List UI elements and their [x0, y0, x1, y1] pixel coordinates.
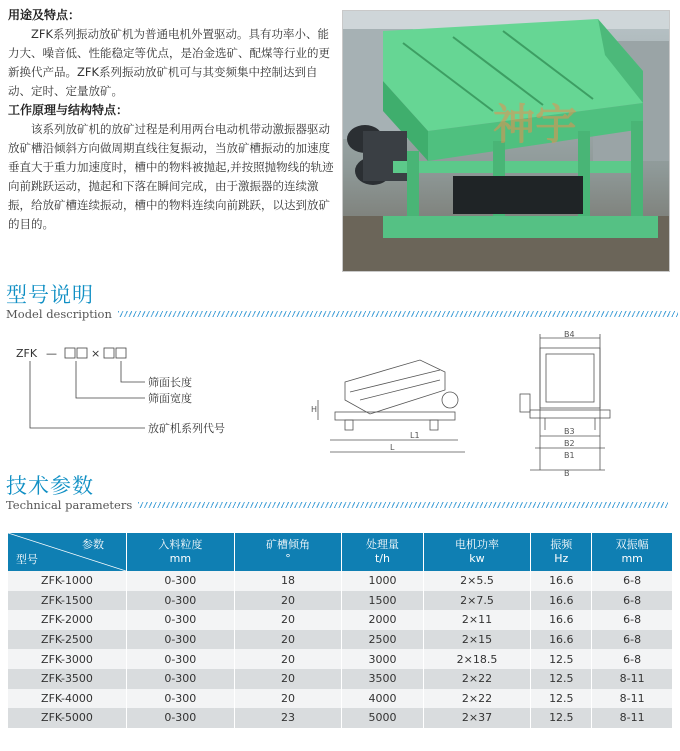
side-view-drawing [318, 360, 465, 452]
cell-power: 2×11 [423, 610, 531, 630]
corner-label-params: 参数 [82, 538, 104, 551]
model-code-x: × [91, 347, 101, 360]
cell-frequency: 12.5 [531, 649, 592, 669]
column-header-text: 振频 [550, 538, 573, 551]
table-row [8, 630, 672, 650]
table-row [8, 610, 672, 630]
column-header-text: 双振幅 [615, 538, 649, 551]
code-box [104, 348, 114, 358]
model-code-prefix: ZFK [16, 347, 38, 360]
cell-angle: 20 [234, 591, 342, 611]
column-header [127, 533, 235, 571]
cell-angle: 20 [234, 630, 342, 650]
technical-parameters-table [8, 533, 672, 728]
cell-model: ZFK-3500 [8, 669, 127, 689]
cell-feed-size: 0-300 [127, 708, 235, 728]
cell-model: ZFK-4000 [8, 689, 127, 709]
column-header-text: kw [469, 552, 485, 565]
model-title-en: Model description [6, 307, 112, 321]
usage-title: 用途及特点： [8, 8, 81, 22]
column-header-text: ° [285, 552, 291, 565]
cell-model: ZFK-1000 [8, 571, 127, 591]
cell-feed-size: 0-300 [127, 591, 235, 611]
cell-angle: 20 [234, 649, 342, 669]
label-width: 筛面宽度 [148, 392, 192, 405]
dim-B3: B3 [564, 427, 575, 436]
table-row [8, 591, 672, 611]
cell-power: 2×7.5 [423, 591, 531, 611]
cell-capacity: 3000 [342, 649, 423, 669]
cell-frequency: 16.6 [531, 610, 592, 630]
cell-frequency: 12.5 [531, 669, 592, 689]
column-header-text: 入料粒度 [158, 538, 203, 551]
table-row [8, 669, 672, 689]
cell-power: 2×22 [423, 689, 531, 709]
cell-feed-size: 0-300 [127, 649, 235, 669]
dim-H: H [311, 405, 318, 414]
cell-frequency: 12.5 [531, 689, 592, 709]
cell-amplitude: 8-11 [592, 669, 672, 689]
model-title-cn: 型号说明 [6, 283, 94, 307]
column-header [234, 533, 342, 571]
cell-power: 2×15 [423, 630, 531, 650]
principle-text: 该系列放矿机的放矿过程是利用两台电动机带动激振器驱动放矿槽沿倾斜方向做周期直线往复振动，当放矿槽振动的加速度垂直大于重力加速度时，槽中的物料被抛起,并按照抛物线的轨迹向前跳跃运动，抛起和下落在瞬间完成，由于激振器的连续激振，给放矿槽连续振动，槽中的物料连续向前跳跃，以达到放矿的目的。 [8, 122, 334, 231]
usage-text: ZFK系列振动放矿机为普通电机外置驱动。具有功率小、能力大、噪音低、性能稳定等优点，是冶金选矿、配煤等行业的更新换代产品。ZFK系列振动放矿机可与其变频集中控制达到自动、定时、定量放矿。 [8, 27, 330, 98]
column-header-text: Hz [554, 552, 569, 565]
watermark-text: 神宇 [493, 100, 578, 149]
cell-capacity: 2000 [342, 610, 423, 630]
cell-power: 2×22 [423, 669, 531, 689]
table-row [8, 708, 672, 728]
cell-power: 2×5.5 [423, 571, 531, 591]
tech-title-en: Technical parameters [6, 498, 133, 512]
table-row [8, 649, 672, 669]
label-length: 筛面长度 [148, 376, 192, 389]
dim-L1: L1 [410, 431, 420, 440]
cell-angle: 20 [234, 669, 342, 689]
vibrating-feeder-image [343, 11, 669, 271]
cell-amplitude: 6-8 [592, 591, 672, 611]
cell-amplitude: 6-8 [592, 571, 672, 591]
column-header [423, 533, 531, 571]
cell-capacity: 4000 [342, 689, 423, 709]
code-box [116, 348, 126, 358]
cell-frequency: 16.6 [531, 571, 592, 591]
cell-amplitude: 8-11 [592, 708, 672, 728]
tech-title-cn: 技术参数 [6, 474, 94, 498]
model-code-dash: — [46, 347, 57, 360]
cell-angle: 18 [234, 571, 342, 591]
table-header-row [8, 533, 672, 571]
cell-amplitude: 6-8 [592, 649, 672, 669]
model-diagram [0, 330, 680, 480]
table-row [8, 571, 672, 591]
section-divider [118, 311, 678, 317]
cell-feed-size: 0-300 [127, 571, 235, 591]
front-view-drawing [520, 334, 610, 470]
dim-B1: B1 [564, 451, 575, 460]
principle-title: 工作原理与结构特点： [8, 103, 129, 117]
code-box [77, 348, 87, 358]
cell-model: ZFK-2500 [8, 630, 127, 650]
cell-amplitude: 8-11 [592, 689, 672, 709]
cell-model: ZFK-5000 [8, 708, 127, 728]
cell-feed-size: 0-300 [127, 669, 235, 689]
table-row [8, 689, 672, 709]
cell-capacity: 1000 [342, 571, 423, 591]
cell-power: 2×18.5 [423, 649, 531, 669]
dim-L: L [390, 443, 395, 452]
cell-amplitude: 6-8 [592, 610, 672, 630]
column-header-text: mm [621, 552, 643, 565]
corner-label-model: 型号 [16, 553, 38, 566]
tech-section-header [6, 474, 668, 512]
cell-capacity: 1500 [342, 591, 423, 611]
cell-feed-size: 0-300 [127, 689, 235, 709]
intro-section [8, 6, 336, 234]
cell-model: ZFK-3000 [8, 649, 127, 669]
column-header [342, 533, 423, 571]
section-divider [138, 502, 668, 508]
cell-angle: 20 [234, 610, 342, 630]
cell-frequency: 16.6 [531, 591, 592, 611]
dim-B2: B2 [564, 439, 575, 448]
column-header [592, 533, 672, 571]
column-header-text: 矿槽倾角 [265, 538, 310, 551]
cell-feed-size: 0-300 [127, 610, 235, 630]
cell-model: ZFK-1500 [8, 591, 127, 611]
column-header-text: 处理量 [365, 538, 399, 551]
cell-power: 2×37 [423, 708, 531, 728]
label-series: 放矿机系列代号 [148, 422, 225, 435]
cell-capacity: 2500 [342, 630, 423, 650]
column-header-text: t/h [374, 552, 390, 565]
cell-capacity: 3500 [342, 669, 423, 689]
model-section-header [6, 283, 678, 321]
cell-angle: 23 [234, 708, 342, 728]
cell-angle: 20 [234, 689, 342, 709]
column-header-text: mm [169, 552, 192, 565]
code-box [65, 348, 75, 358]
column-header [531, 533, 592, 571]
dim-B4: B4 [564, 330, 575, 339]
dim-B: B [564, 469, 570, 478]
product-photo [342, 10, 670, 272]
cell-frequency: 16.6 [531, 630, 592, 650]
cell-capacity: 5000 [342, 708, 423, 728]
corner-header-cell [8, 533, 127, 571]
column-header-text: 电机功率 [454, 538, 499, 551]
cell-feed-size: 0-300 [127, 630, 235, 650]
cell-frequency: 12.5 [531, 708, 592, 728]
cell-amplitude: 6-8 [592, 630, 672, 650]
cell-model: ZFK-2000 [8, 610, 127, 630]
